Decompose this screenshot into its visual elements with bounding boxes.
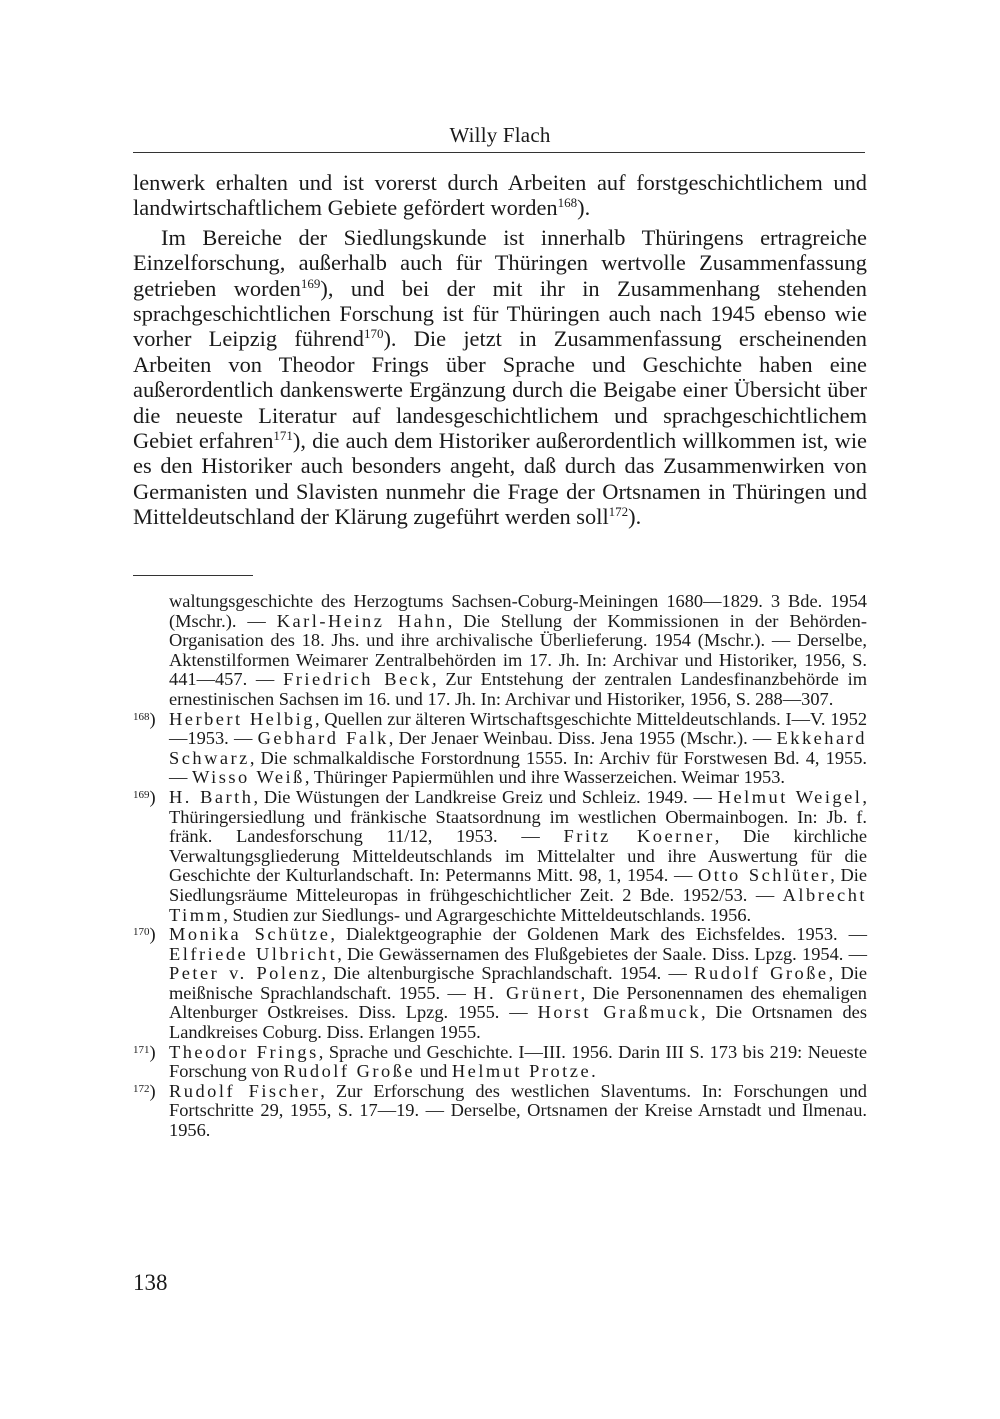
author-name: Wisso Weiß (192, 767, 305, 788)
fn-text: , Die altenburgische Sprachlandschaft. 1954. — (321, 963, 695, 984)
footnote-168 (133, 710, 867, 788)
fn-text: , Zur Entstehung der zentralen Landesfinanzbehörde im ernestinischen Sachsen im 16. und 17. Jh. In: Archivar und Historiker, 1956, S. 288—307. (169, 669, 867, 709)
fn-text: , Dialektgeographie der Goldenen Mark des Eichsfeldes. 1953. — (330, 924, 867, 945)
footnote-continuation (133, 592, 867, 710)
footnote-number-value: 169 (133, 788, 150, 801)
author-name: H. Barth (169, 786, 254, 807)
fn-text: , Die Personennamen des ehemaligen Altenburger Ostkreises. Diss. Lpzg. 1955. — (169, 982, 867, 1023)
author-name: Elfriede Ulbricht (169, 943, 338, 964)
paragraph-2-text-d: ), die auch dem Historiker außerordentlich willkommen ist, wie es den Historiker auch besonders angeht, daß durch das Zusammenwirken von Germanisten und Slavisten nunmehr die Frage der Ortsnamen in Thüringen und Mitteldeutschland der Klärung zugeführt werden soll (133, 428, 867, 530)
footnote-number: $^{168}$) (133, 708, 156, 729)
author-name: Rudolf Große (694, 963, 829, 984)
author-name: Theodor Frings (169, 1041, 319, 1062)
paragraph-1 (133, 170, 867, 221)
fn-text: , Die kirchliche Verwaltungsgliederung Mitteldeutschlands im Mittelalter und ihre Auswertung für die Geschichte der Kulturlandschaft. In: Petermanns Mitt. 98, 1, 1954. — (169, 826, 868, 886)
author-name: Otto Schlüter (698, 865, 831, 886)
fn-text: , Die meißnische Sprachlandschaft. 1955. — (169, 963, 867, 1003)
paragraph-1-text: lenwerk erhalten und ist vorerst durch Arbeiten auf forstgeschichtlichem und landwirtschaftlichem Gebiete gefördert worden (133, 170, 867, 221)
footnote-ref-168[interactable]: 168 (557, 195, 578, 211)
author-name: Friedrich Beck (283, 669, 433, 690)
footnote-separator (133, 575, 253, 576)
footnote-ref-172[interactable]: 172 (608, 504, 629, 520)
author-name: Helmut Protze (451, 1061, 592, 1082)
fn-text: , Die Ortsnamen des Landkreises Coburg. Diss. Erlangen 1955. (169, 1002, 867, 1043)
fn-text: und (415, 1061, 452, 1082)
main-text (133, 170, 867, 530)
footnotes (133, 592, 867, 1141)
author-name: Ekkehard Schwarz (169, 728, 867, 768)
paragraph-2 (133, 225, 867, 530)
fn-text: , Zur Erforschung des westlichen Slaventums. In: Forschungen und Fortschritte 29, 1955, S. 17—19. — Derselbe, Ortsnamen der Kreise Arnstadt und Ilmenau. 1956. (169, 1080, 868, 1141)
footnote-172 (133, 1082, 867, 1141)
footnote-number: $^{170}$) (133, 924, 156, 945)
paragraph-2-text-b: ), und bei der mit ihr in Zusammenhang stehenden sprachgeschichtlichen Forschung ist für Thüringen auch nach 1945 ebenso wie vorher Leipzig führend (133, 275, 867, 352)
footnote-171 (133, 1043, 867, 1082)
paragraph-2-text-c: ). Die jetzt in Zusammenfassung erscheinenden Arbeiten von Theodor Frings über Sprache und Geschichte haben eine außerordentlich dankenswerte Ergänzung durch die Beigabe einer Übersicht über die neueste Literatur auf landesgeschichtlichem und sprachgeschichtlichem Gebiet erfahren (133, 326, 867, 454)
fn-text: , Die Stellung der Kommissionen in der Behörden-Organisation des 18. Jhs. und ihre archivalische Überlieferung. 1954 (Mschr.). — Derselbe, Aktenstilformen Weimarer Zentralbehörden im 17. Jh. In: Archivar und Historiker, 1956, S. 441—457. — (169, 610, 867, 690)
author-name: Herbert Helbig (169, 708, 315, 729)
footnote-number: $^{169}$) (133, 786, 156, 807)
paragraph-2-text-a: Im Bereiche der Siedlungskunde ist innerhalb Thüringens ertragreiche Einzelforschung, außerhalb auch für Thüringen wertvolle Zusammenfassung getrieben worden (133, 224, 867, 301)
footnote-170 (133, 925, 867, 1043)
author-name: Fritz Koerner (563, 826, 715, 847)
footnote-number-value: 168 (133, 710, 150, 723)
footnote-169 (133, 788, 867, 925)
author-name: Rudolf Große (283, 1061, 416, 1082)
fn-text: , Die Siedlungsräume Mitteleuropas in frühgeschichtlicher Zeit. 2 Bde. 1952/53. — (169, 865, 867, 905)
fn-text: . (591, 1061, 596, 1082)
fn-text: , Die schmalkaldische Forstordnung 1555. In: Archiv für Forstwesen Bd. 4, 1955. — (169, 747, 867, 788)
footnote-ref-169[interactable]: 169 (300, 275, 321, 291)
footnote-number: $^{171}$) (133, 1041, 156, 1062)
fn-text: , Der Jenaer Weinbau. Diss. Jena 1955 (Mschr.). — (388, 728, 777, 749)
paragraph-1-end: ). (577, 195, 591, 221)
author-name: Peter v. Polenz (169, 963, 322, 984)
footnote-number-value: 171 (133, 1043, 150, 1056)
author-name: Gebhard Falk (257, 728, 389, 749)
fn-text: waltungsgeschichte des Herzogtums Sachsen-Coburg-Meiningen 1680—1829. 3 Bde. 1954 (Mschr.). — (169, 591, 867, 631)
author-name: H. Grünert (473, 982, 581, 1003)
author-name: Horst Graßmuck (537, 1002, 701, 1023)
footnote-number-value: 172 (133, 1082, 150, 1095)
paragraph-2-text-e: ). (628, 504, 642, 530)
header-rule (133, 152, 865, 153)
footnote-ref-171[interactable]: 171 (273, 428, 293, 444)
author-name: Albrecht Timm (169, 884, 867, 925)
fn-text: , Thüringersiedlung und fränkische Staatsordnung im westlichen Obermainbogen. In: Jb. f. fränk. Landesforschung 11/12, 1953. — (169, 786, 868, 847)
footnote-number-value: 170 (133, 926, 150, 939)
fn-text: , Studien zur Siedlungs- und Agrargeschichte Mitteldeutschlands. 1956. (223, 904, 752, 925)
author-name: Helmut Weigel (717, 786, 863, 807)
footnote-ref-170[interactable]: 170 (363, 326, 384, 342)
fn-text: , Die Gewässernamen des Flußgebietes der Saale. Diss. Lpzg. 1954. — (337, 943, 867, 964)
footnote-number: $^{172}$) (133, 1080, 156, 1101)
author-name: Monika Schütze (169, 924, 331, 945)
author-name: Rudolf Fischer (169, 1080, 321, 1101)
fn-text: , Die Wüstungen der Landkreise Greiz und Schleiz. 1949. — (253, 786, 718, 807)
fn-text: , Thüringer Papiermühlen und ihre Wasserzeichen. Weimar 1953. (304, 767, 786, 788)
fn-text: , Quellen zur älteren Wirtschaftsgeschichte Mitteldeutschlands. I—V. 1952—1953. — (169, 708, 868, 749)
fn-text: , Sprache und Geschichte. I—III. 1956. Darin III S. 173 bis 219: Neueste Forschung von (169, 1041, 867, 1082)
running-header: Willy Flach (449, 123, 551, 147)
page-number: 138 (133, 1270, 168, 1295)
author-name: Karl-Heinz Hahn (276, 610, 448, 631)
